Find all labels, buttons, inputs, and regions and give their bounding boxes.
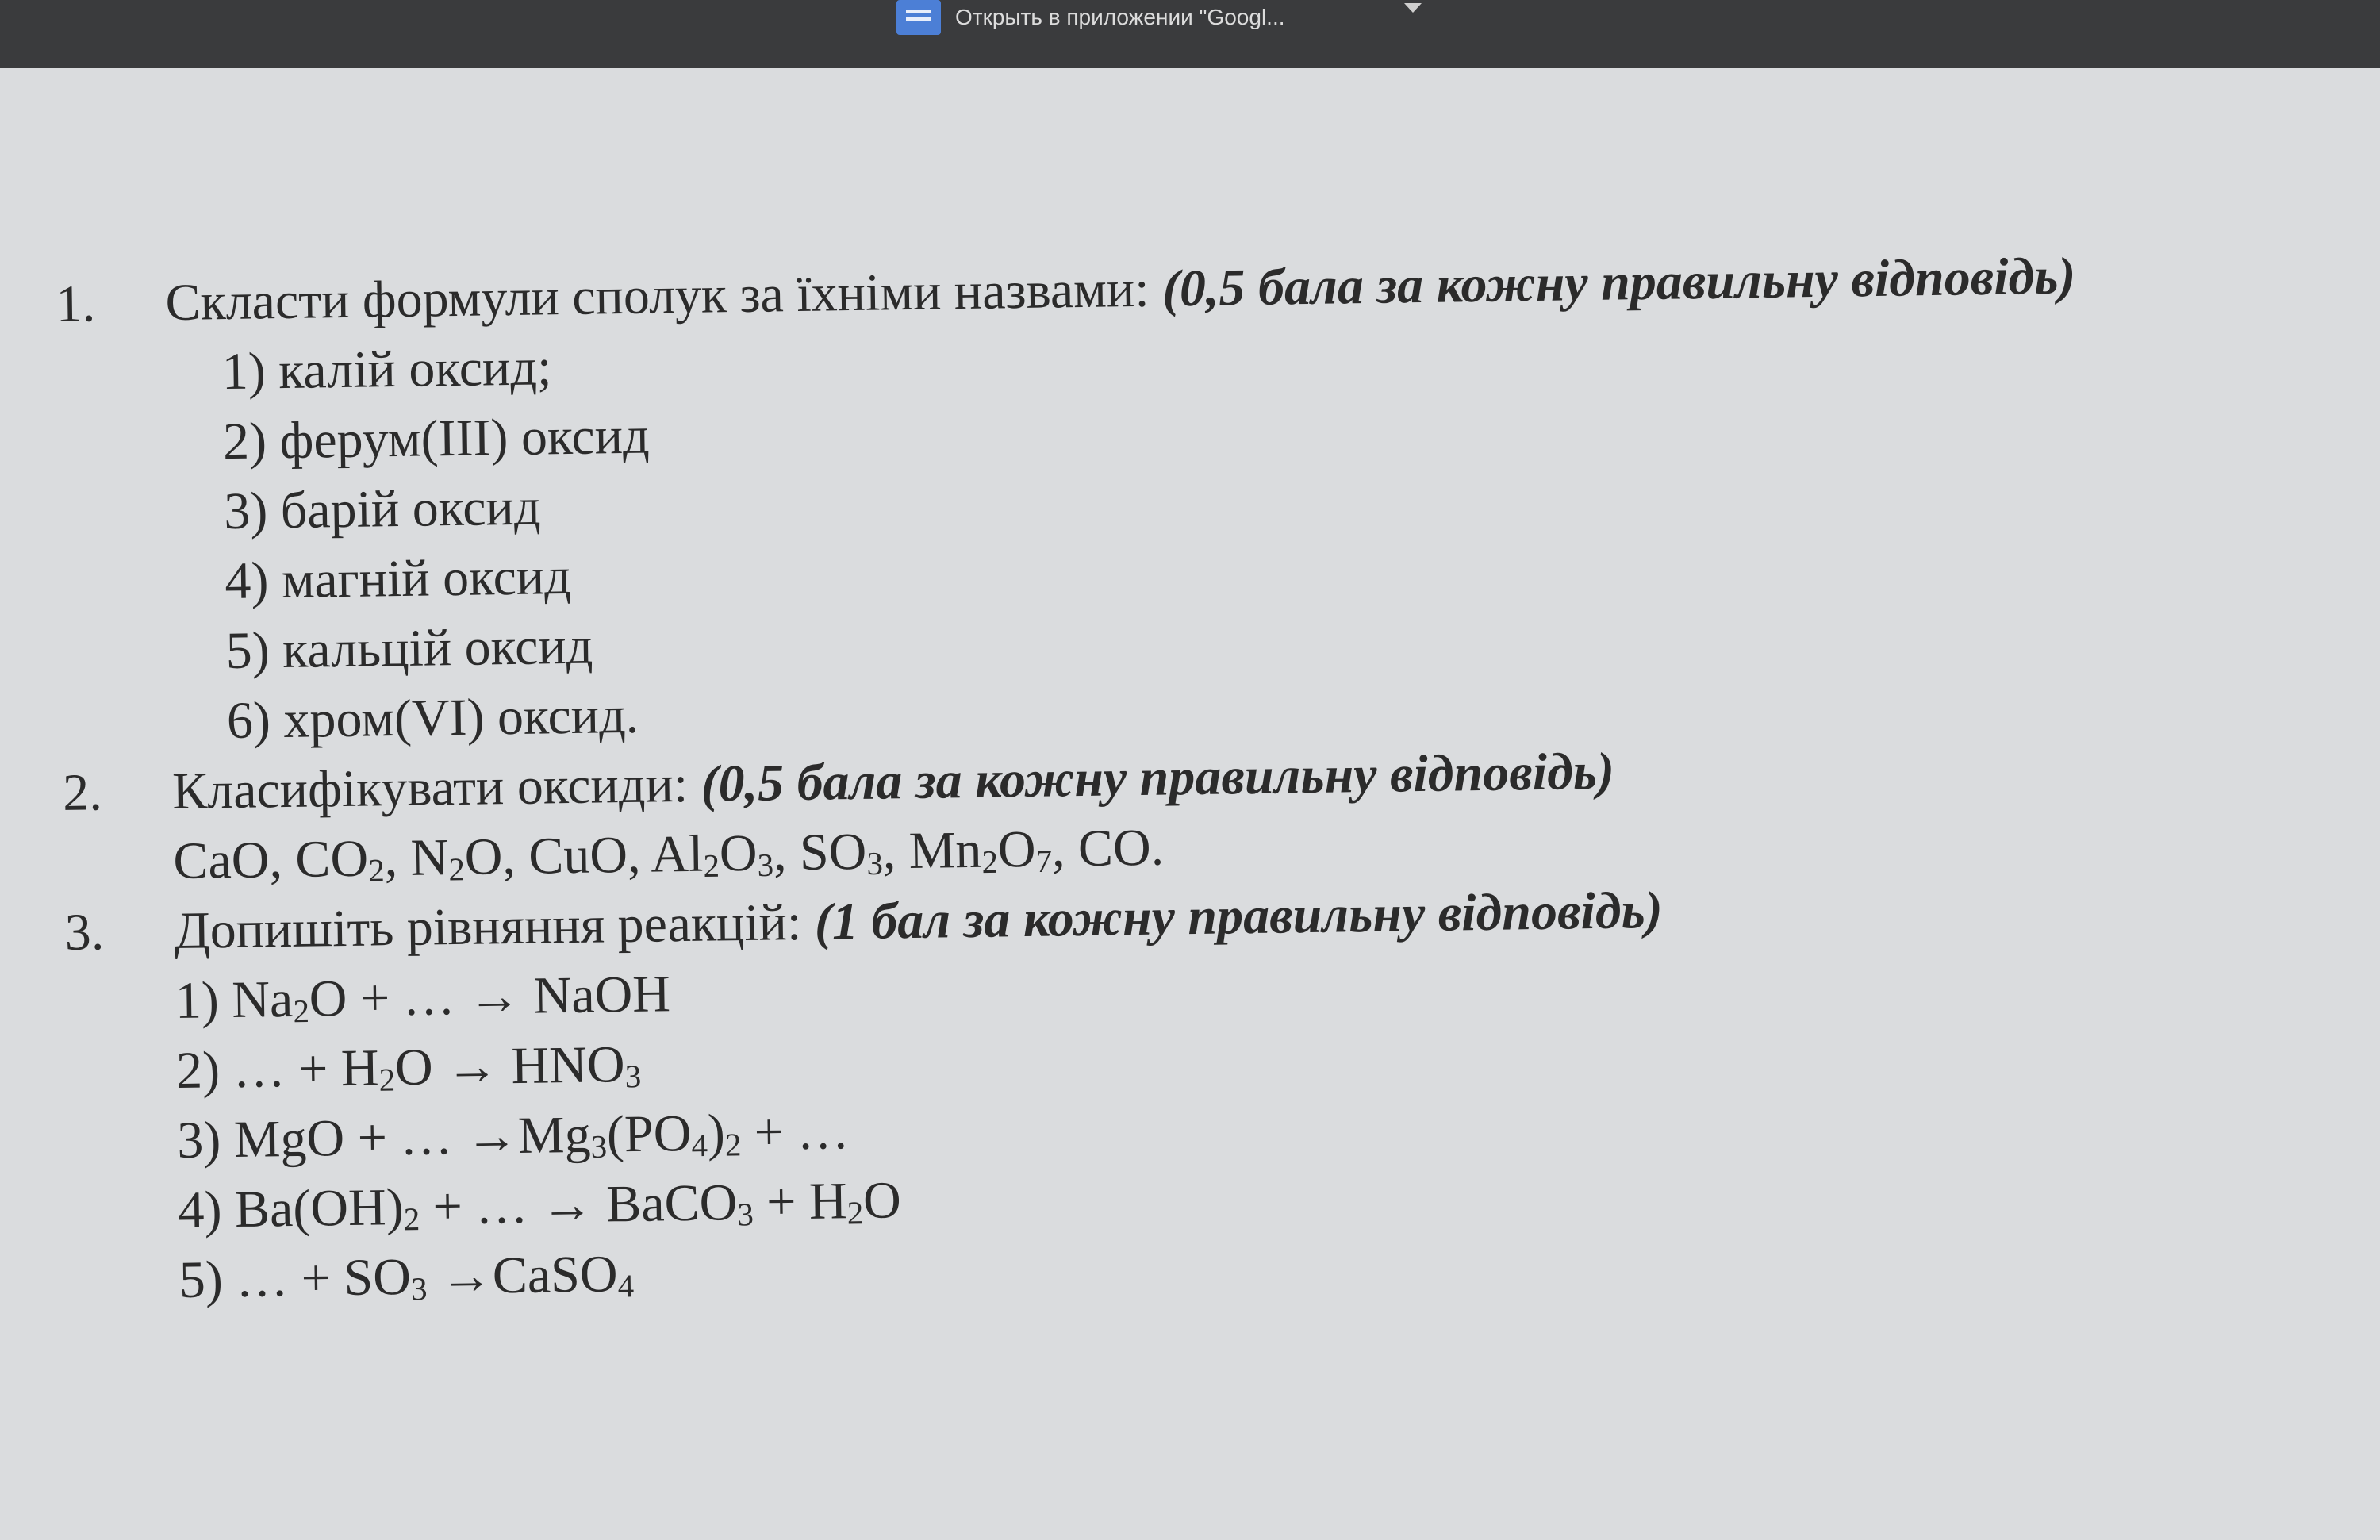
- task-title: Скласти формули сполук за їхніми назвами:: [165, 259, 1150, 332]
- reaction-equation: 4) $Ba(OH)_2$ + … → BaCO$_3$ + $H_2O$: [178, 1171, 902, 1239]
- list-item: 5) кальцій оксид: [225, 616, 593, 681]
- reaction-equation: 5) … + $SO_3$ →CaSO$_4$: [178, 1245, 635, 1309]
- open-in-app-button[interactable]: [896, 0, 1285, 35]
- docs-icon: [896, 0, 941, 35]
- task-title: Класифікувати оксиди:: [171, 755, 689, 821]
- task-number: 1.: [56, 275, 96, 333]
- task-points-note: (0,5 бала за кожну правильну відповідь): [1161, 247, 2076, 318]
- browser-toolbar: [0, 0, 2380, 68]
- list-item: 2) ферум(III) оксид: [222, 406, 651, 471]
- document-content: [56, 238, 2370, 1317]
- list-item: 4) магній оксид: [224, 547, 572, 611]
- task-points-note: (0,5 бала за кожну правильну відповідь): [701, 742, 1615, 813]
- task-3: [64, 866, 2370, 1316]
- oxide-formula-list: CaO, $CO_2$, $N_2O$, CuO, $Al_2O_3$, $SO_3$, $Mn_2O_7$, CO.: [172, 818, 1165, 890]
- reaction-equation: 2) … + $H_2O \to HNO_3$: [175, 1035, 642, 1100]
- list-item: 1) калій оксид;: [221, 338, 552, 401]
- task-1: [56, 238, 2363, 758]
- reaction-equation: 3) MgO + … $\to Mg_3(PO_4)_2$ + …: [176, 1102, 850, 1169]
- task-number: 2.: [62, 763, 103, 822]
- task-points-note: (1 бал за кожну правильну відповідь): [814, 881, 1664, 951]
- list-item: 6) хром(VI) оксид.: [226, 686, 639, 751]
- chevron-down-icon[interactable]: [1404, 3, 1422, 13]
- list-item: 3) барій оксид: [223, 478, 541, 541]
- reaction-equation: 1) $Na_2O$ + … → NaOH: [175, 965, 671, 1030]
- open-in-app-label: Открыть в приложении "Googl...: [955, 5, 1285, 29]
- task-title: Допишіть рівняння реакцій:: [174, 893, 802, 960]
- task-number: 3.: [64, 903, 105, 962]
